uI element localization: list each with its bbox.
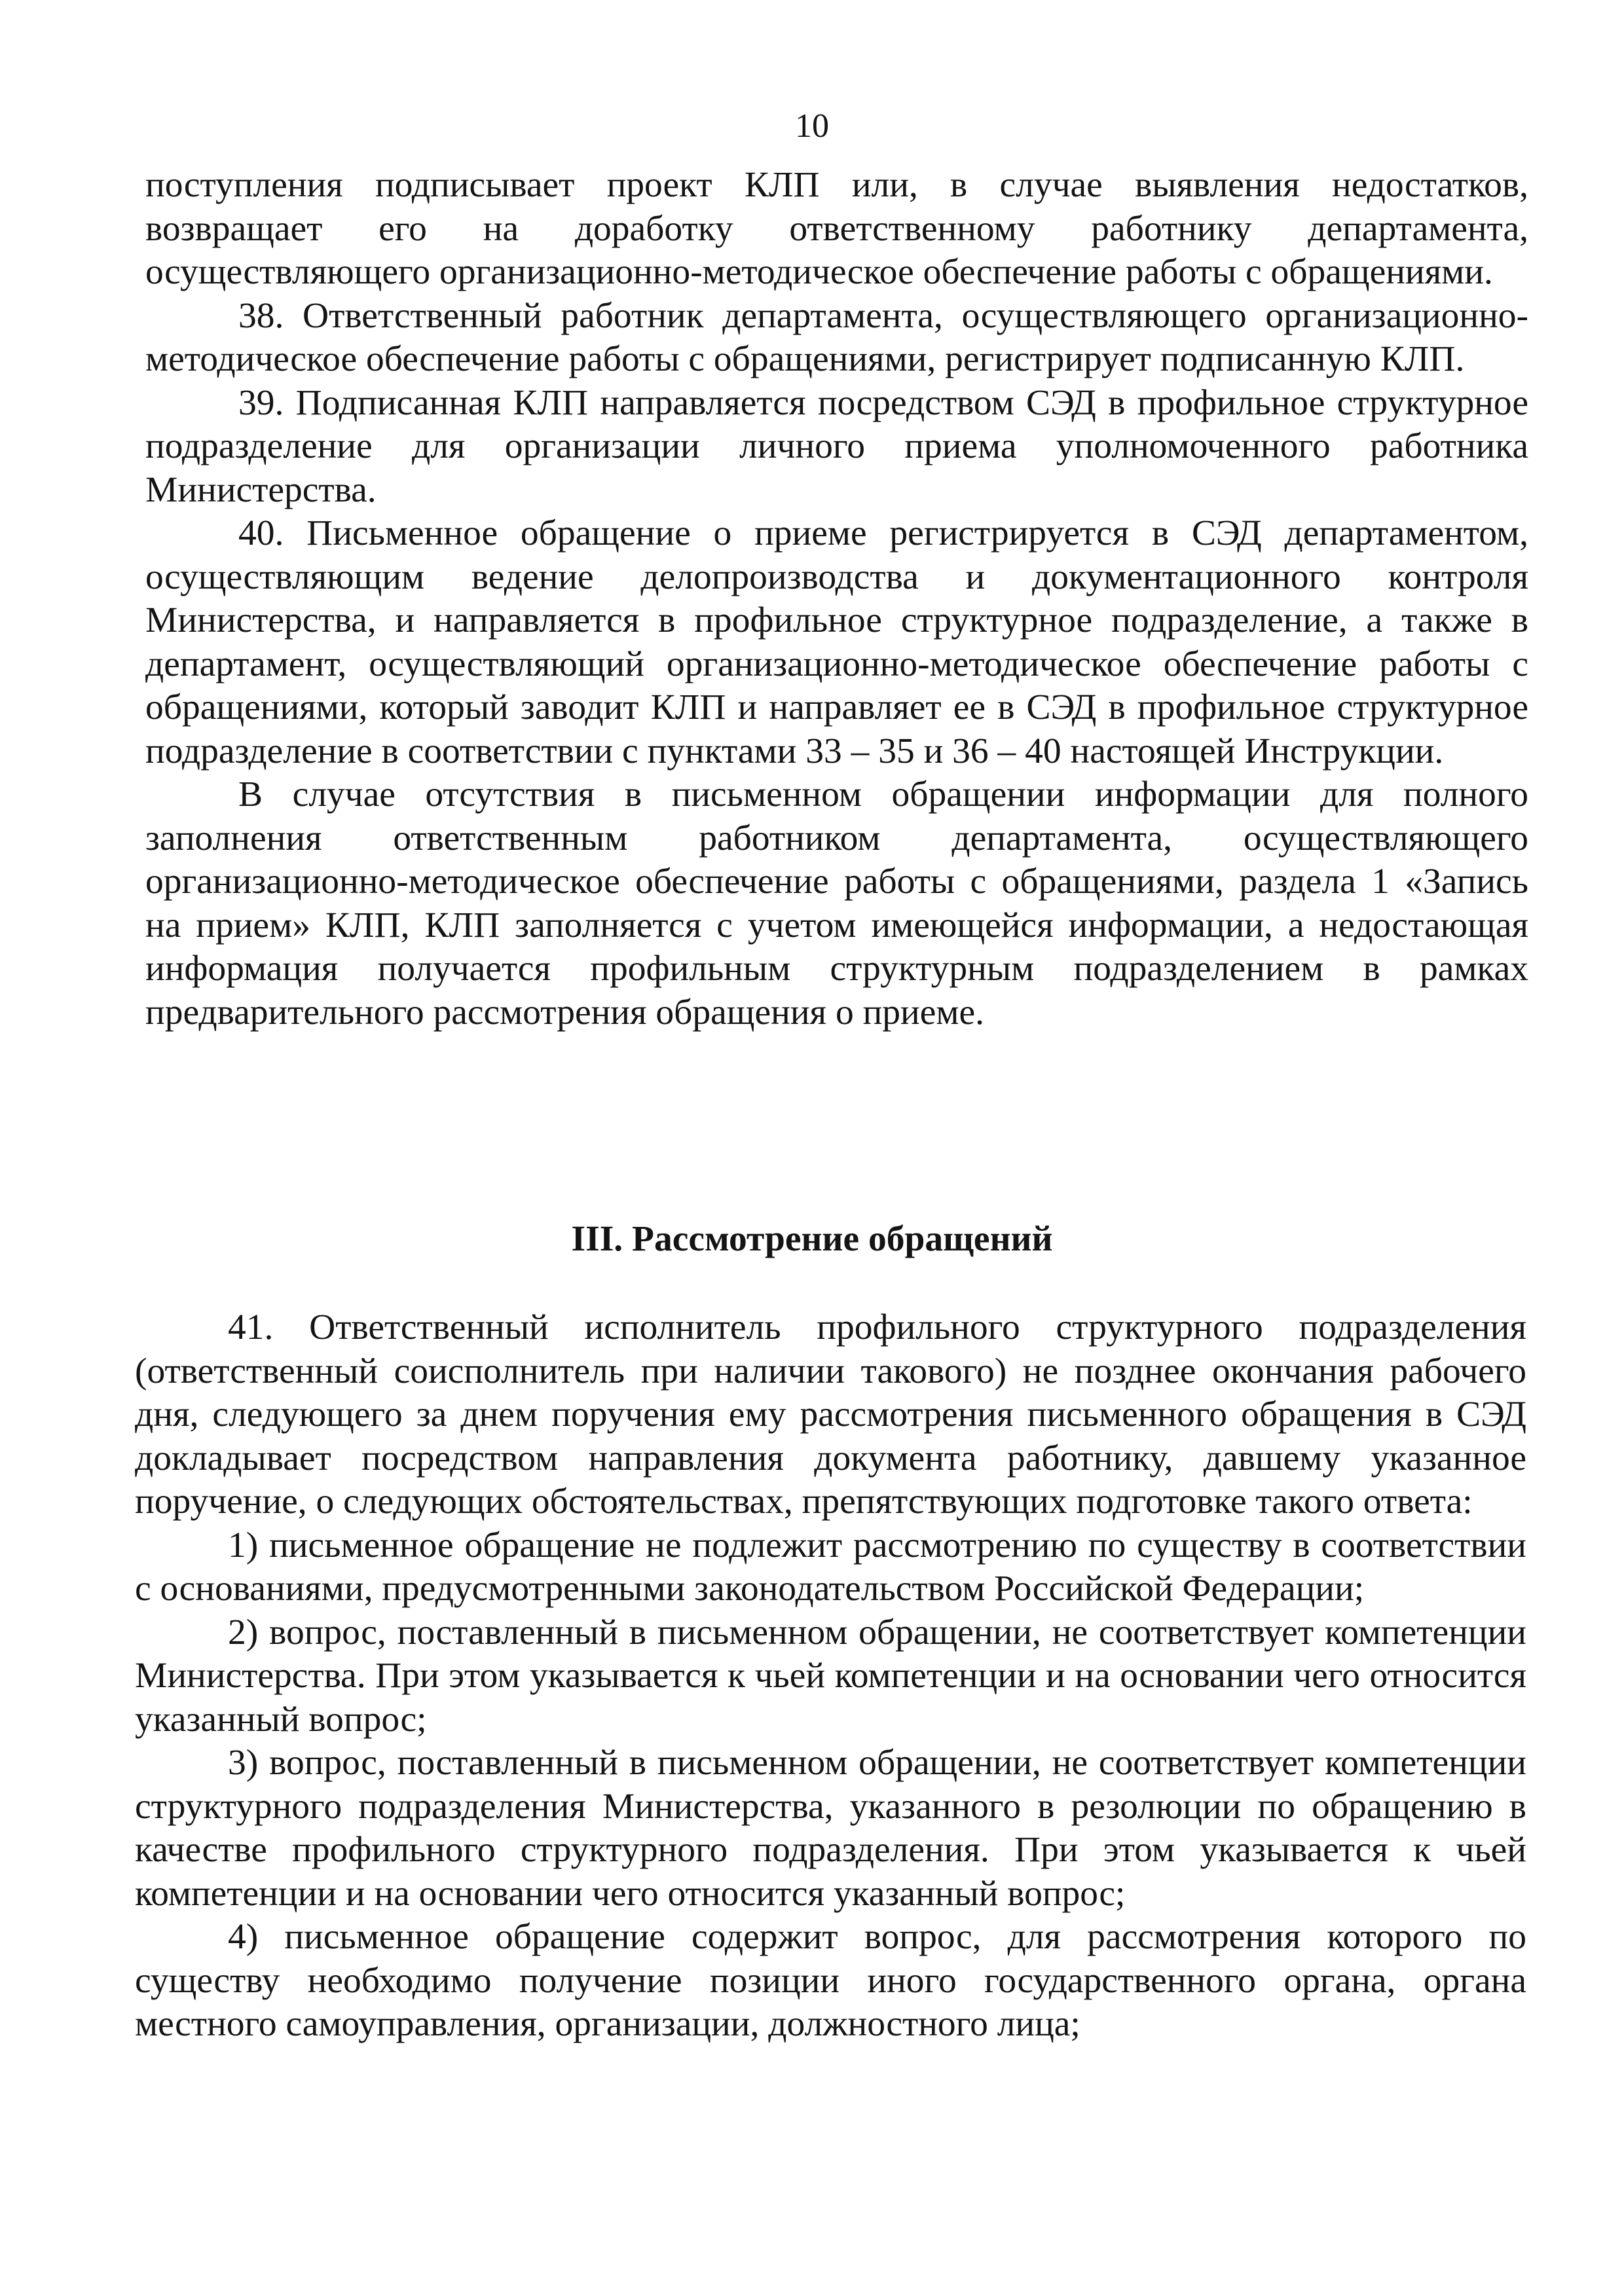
paragraph-item-38: 38. Ответственный работник департамента, осуществляющего организационно-методическое обеспечение работы с обращениями, регистрирует подписанную КЛП. [145, 295, 1528, 379]
paragraph-item-40: 40. Письменное обращение о приеме регистрируется в СЭД департаментом, осуществляющим ведение делопроизводства и документационного контроля Министерства, и направляется в профильное структурное подразделение, а также в департамент, осуществляющий организационно-методическое обеспечение работы с обращениями, который заводит КЛП и направляет ее в СЭД в профильное структурное подразделение в соответствии с пунктами 33 – 35 и 36 – 40 настоящей Инструкции. [145, 513, 1528, 771]
paragraph-missing-info: В случае отсутствия в письменном обращении информации для полного заполнения ответственным работником департамента, осуществляющего организационно-методическое обеспечение работы с обращениями, раздела 1 «Запись на прием» КЛП, КЛП заполняется с учетом имеющейся информации, а недостающая информация получается профильным структурным подразделением в рамках предварительного рассмотрения обращения о приеме. [145, 774, 1528, 1032]
list-item-3: 3) вопрос, поставленный в письменном обращении, не соответствует компетенции структурного подразделения Министерства, указанного в резолюции по обращению в качестве профильного структурного подразделения. При этом указывается к чьей компетенции и на основании чего относится указанный вопрос; [135, 1743, 1526, 1914]
list-item-1: 1) письменное обращение не подлежит рассмотрению по существу в соответствии с основаниями, предусмотренными законодательством Российской Федерации; [135, 1525, 1526, 1609]
paragraph-item-39: 39. Подписанная КЛП направляется посредством СЭД в профильное структурное подразделение для организации личного приема уполномоченного работника Министерства. [145, 382, 1528, 510]
list-item-2: 2) вопрос, поставленный в письменном обращении, не соответствует компетенции Министерства. При этом указывается к чьей компетенции и на основании чего относится указанный вопрос; [135, 1612, 1526, 1740]
page-number: 10 [795, 107, 829, 145]
paragraph-continuation: поступления подписывает проект КЛП или, в случае выявления недостатков, возвращает его на доработку ответственному работнику департамента, осуществляющего организационно-методическое обеспечение работы с обращениями. [145, 165, 1528, 292]
text-block-top [145, 164, 1528, 1034]
section-heading: III. Рассмотрение обращений [571, 1219, 1053, 1259]
text-block-bottom [135, 1306, 1526, 2047]
list-item-4: 4) письменное обращение содержит вопрос, для рассмотрения которого по существу необходимо получение позиции иного государственного органа, органа местного самоуправления, организации, должностного лица; [135, 1917, 1526, 2044]
paragraph-item-41: 41. Ответственный исполнитель профильного структурного подразделения (ответственный соисполнитель при наличии такового) не позднее окончания рабочего дня, следующего за днем поручения ему рассмотрения письменного обращения в СЭД докладывает посредством направления документа работнику, давшему указанное поручение, о следующих обстоятельствах, препятствующих подготовке такого ответа: [135, 1307, 1526, 1522]
